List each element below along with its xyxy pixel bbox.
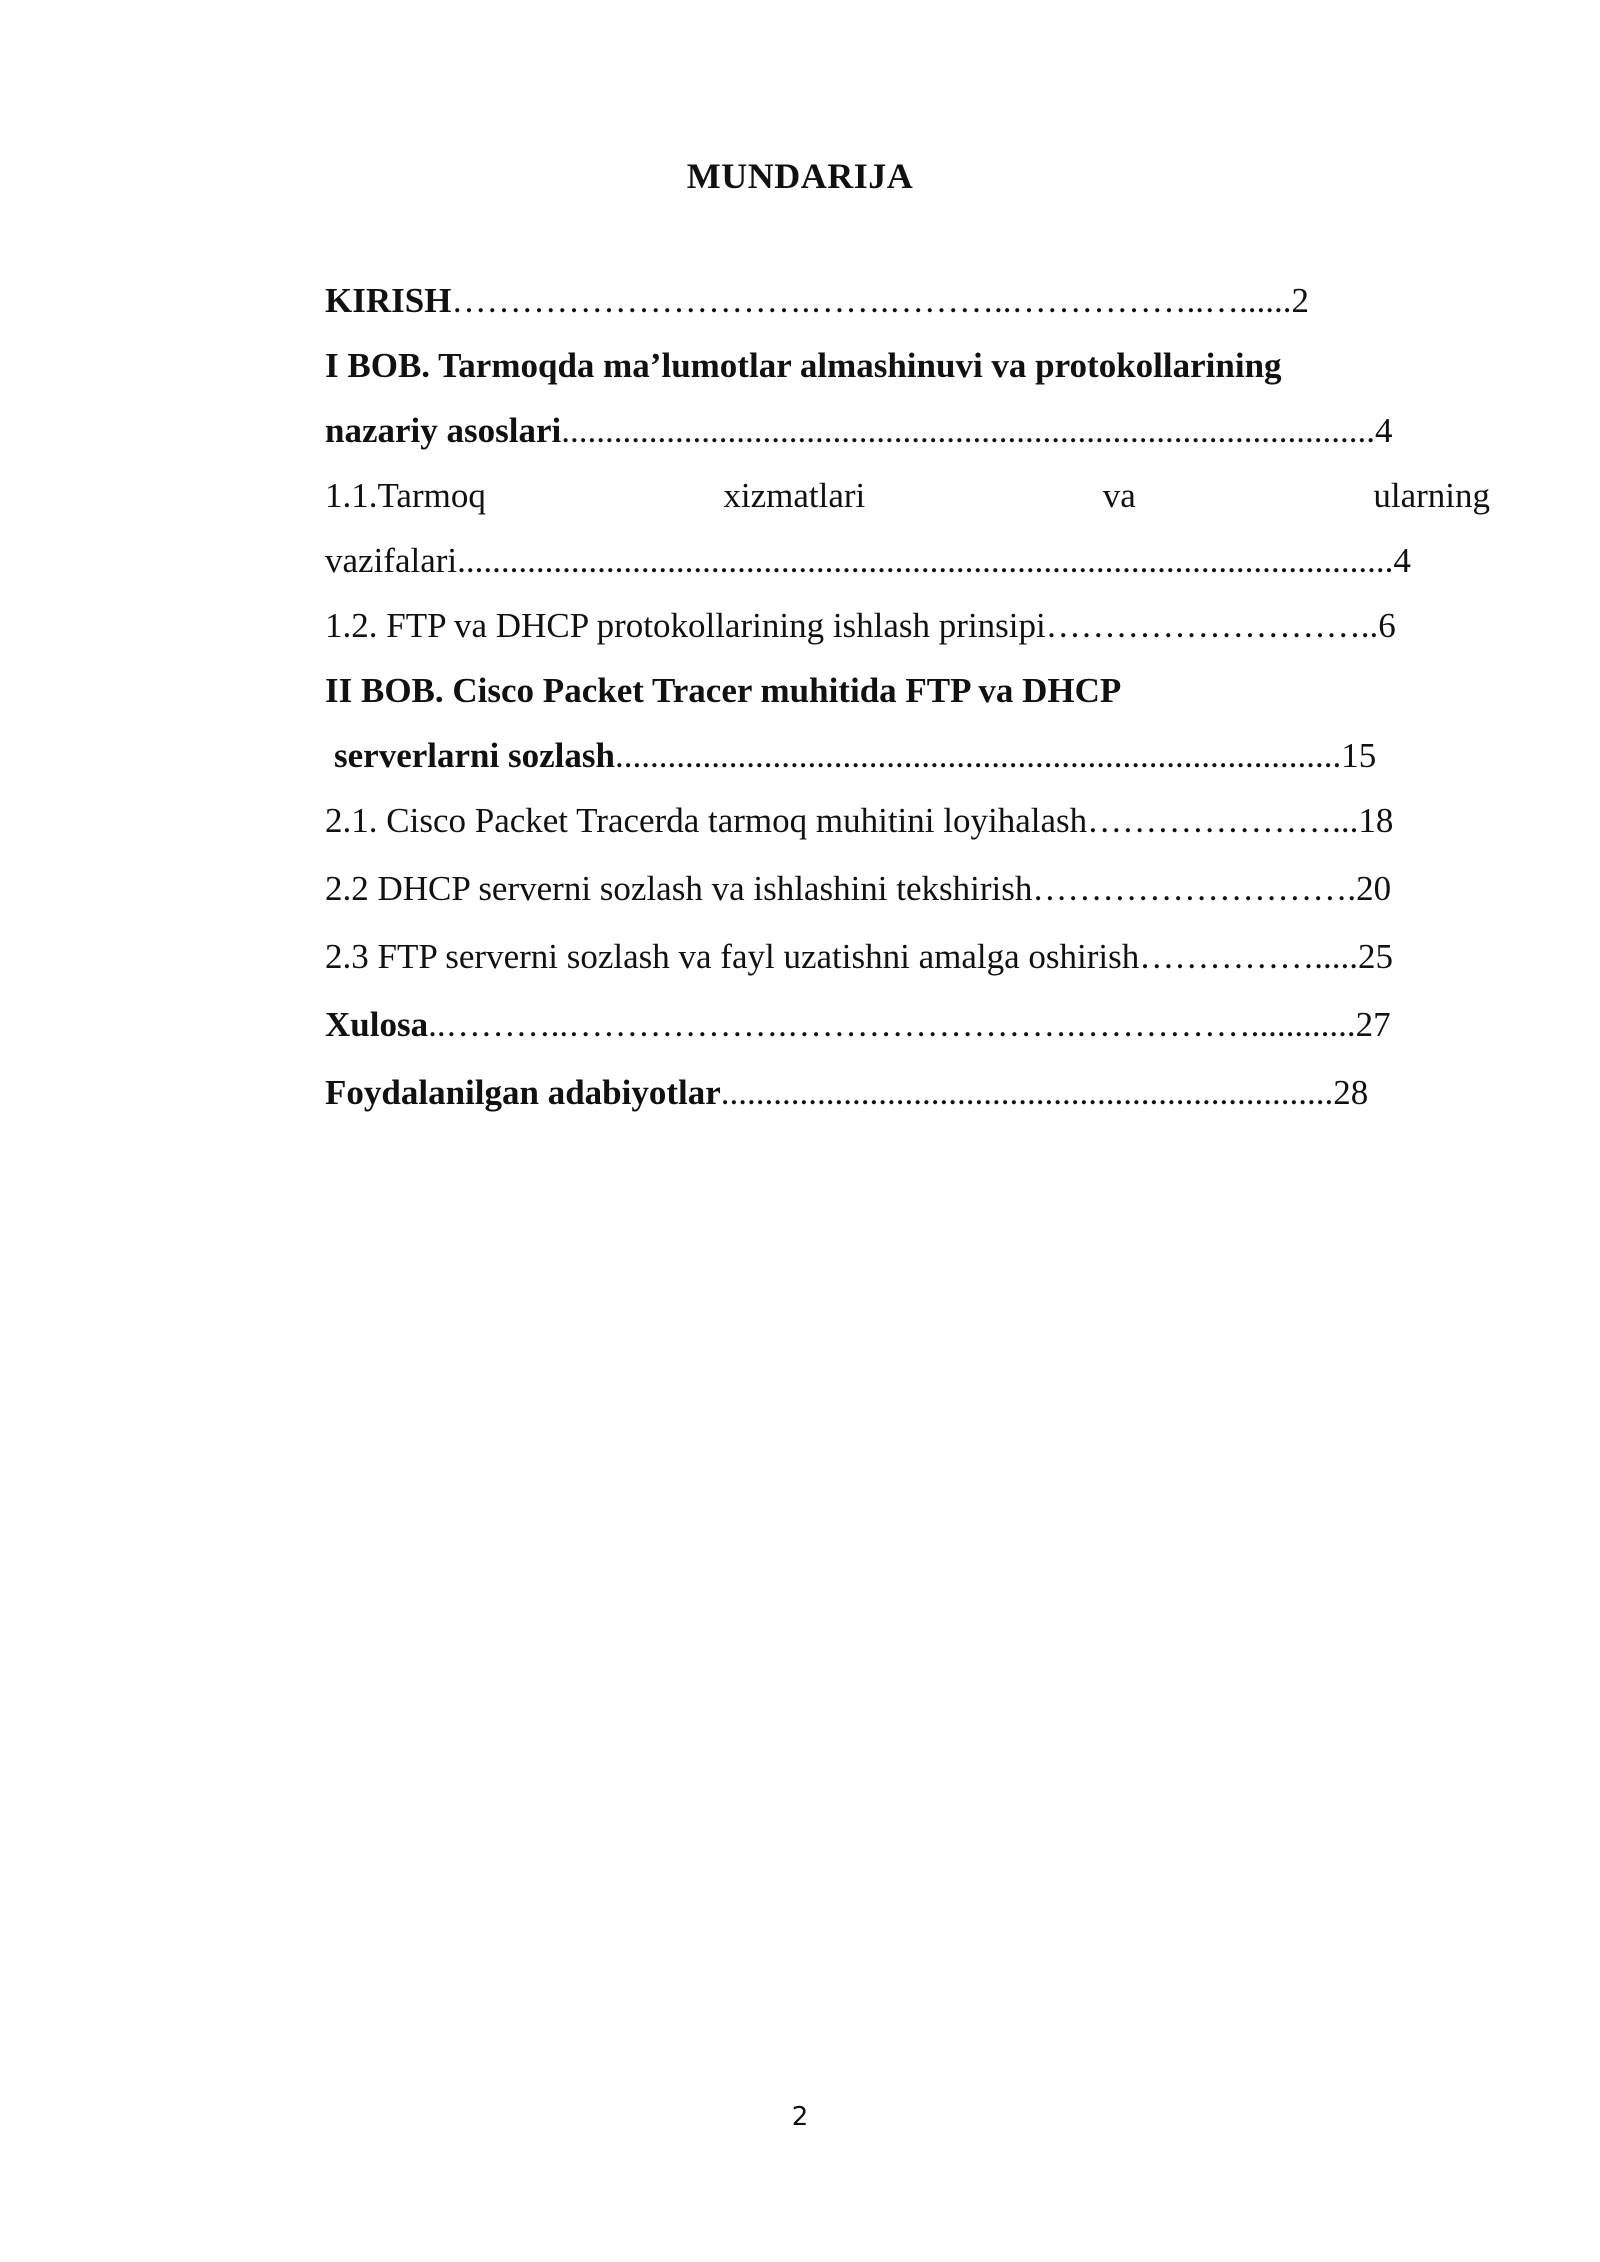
- toc-word: ularning: [1373, 476, 1490, 515]
- page-number: 2: [791, 2102, 809, 2132]
- toc-entry-label: 1.2. FTP va DHCP protokollarining ishlash prinsipi: [325, 606, 1046, 645]
- toc-entry-label: vazifalari: [325, 541, 458, 580]
- toc-entry-leader: …………………...: [1087, 801, 1359, 840]
- toc-entry-leader: …………….....: [1139, 937, 1358, 976]
- toc-entry-page: 4: [1393, 541, 1411, 580]
- toc-entry-label: 2.2 DHCP serverni sozlash va ishlashini tekshirish: [325, 869, 1033, 908]
- toc-word: 1.1.Tarmoq: [325, 476, 486, 515]
- toc-entry-label: serverlarni sozlash: [334, 736, 615, 775]
- toc-entry-page: 4: [1374, 411, 1393, 450]
- toc-entry-section-2-1: [325, 798, 1490, 866]
- toc-entry-leader: ..………..……………….…………………….……………............: [428, 1005, 1356, 1044]
- toc-entry-chapter-2-title: [325, 668, 1490, 733]
- toc-entry-label: II BOB. Cisco Packet Tracer muhitida FTP va DHCP: [325, 671, 1122, 710]
- toc-entry-section-1-2: [325, 603, 1490, 668]
- toc-entry-label: I BOB. Tarmoqda ma’lumotlar almashinuvi va protokollarining: [325, 346, 1282, 385]
- toc-entry-page: 28: [1333, 1073, 1369, 1112]
- toc-word: va: [1102, 476, 1136, 515]
- toc-entry-leader: ………………………….…….………..……………..…......: [451, 281, 1292, 320]
- toc-entry-chapter-1-title: [325, 343, 1490, 408]
- toc-entry-xulosa: [325, 1002, 1490, 1070]
- toc-entry-page: 15: [1341, 736, 1377, 775]
- toc-entry-page: 2: [1291, 281, 1309, 320]
- toc-entry-label: 2.3 FTP serverni sozlash va fayl uzatishni amalga oshirish: [325, 937, 1140, 976]
- toc-entry-section-2-3: [325, 934, 1490, 1002]
- page-title: MUNDARIJA: [686, 156, 914, 196]
- toc-entry-page: 25: [1357, 937, 1393, 976]
- toc-entry-label: 2.1. Cisco Packet Tracerda tarmoq muhitini loyihalash: [325, 801, 1088, 840]
- toc-word: xizmatlari: [723, 476, 866, 515]
- toc-entry-leader: ………………………..: [1045, 606, 1379, 645]
- toc-entry-leader: ……………………….: [1032, 869, 1357, 908]
- toc-entry-chapter-2: [325, 733, 1490, 798]
- toc-entry-page: 20: [1356, 869, 1392, 908]
- toc-entry-label: Foydalanilgan adabiyotlar: [325, 1073, 721, 1112]
- toc-entry-leader: ...................................................................................: [614, 736, 1342, 775]
- toc-entry-leader: ...........................................................................................................: [457, 541, 1394, 580]
- toc-entry-leader: ......................................................................: [720, 1073, 1334, 1112]
- toc-entry-label: Xulosa: [325, 1005, 429, 1044]
- toc-entry-leader: .............................................................................................: [561, 411, 1375, 450]
- toc-entry-page: 27: [1355, 1005, 1391, 1044]
- toc-entry-section-1-1: [325, 538, 1490, 603]
- toc-entry-section-2-2: [325, 866, 1490, 934]
- toc-entry-page: 18: [1358, 801, 1394, 840]
- toc-entry-kirish: [325, 278, 1490, 343]
- toc-entry-page: 6: [1378, 606, 1396, 645]
- table-of-contents: [325, 278, 1490, 1135]
- toc-entry-chapter-1: [325, 408, 1490, 473]
- toc-entry-label: nazariy asoslari: [325, 411, 562, 450]
- toc-entry-references: [325, 1070, 1490, 1135]
- toc-entry-label: KIRISH: [325, 281, 452, 320]
- toc-entry-section-1-1-title: [325, 473, 1490, 538]
